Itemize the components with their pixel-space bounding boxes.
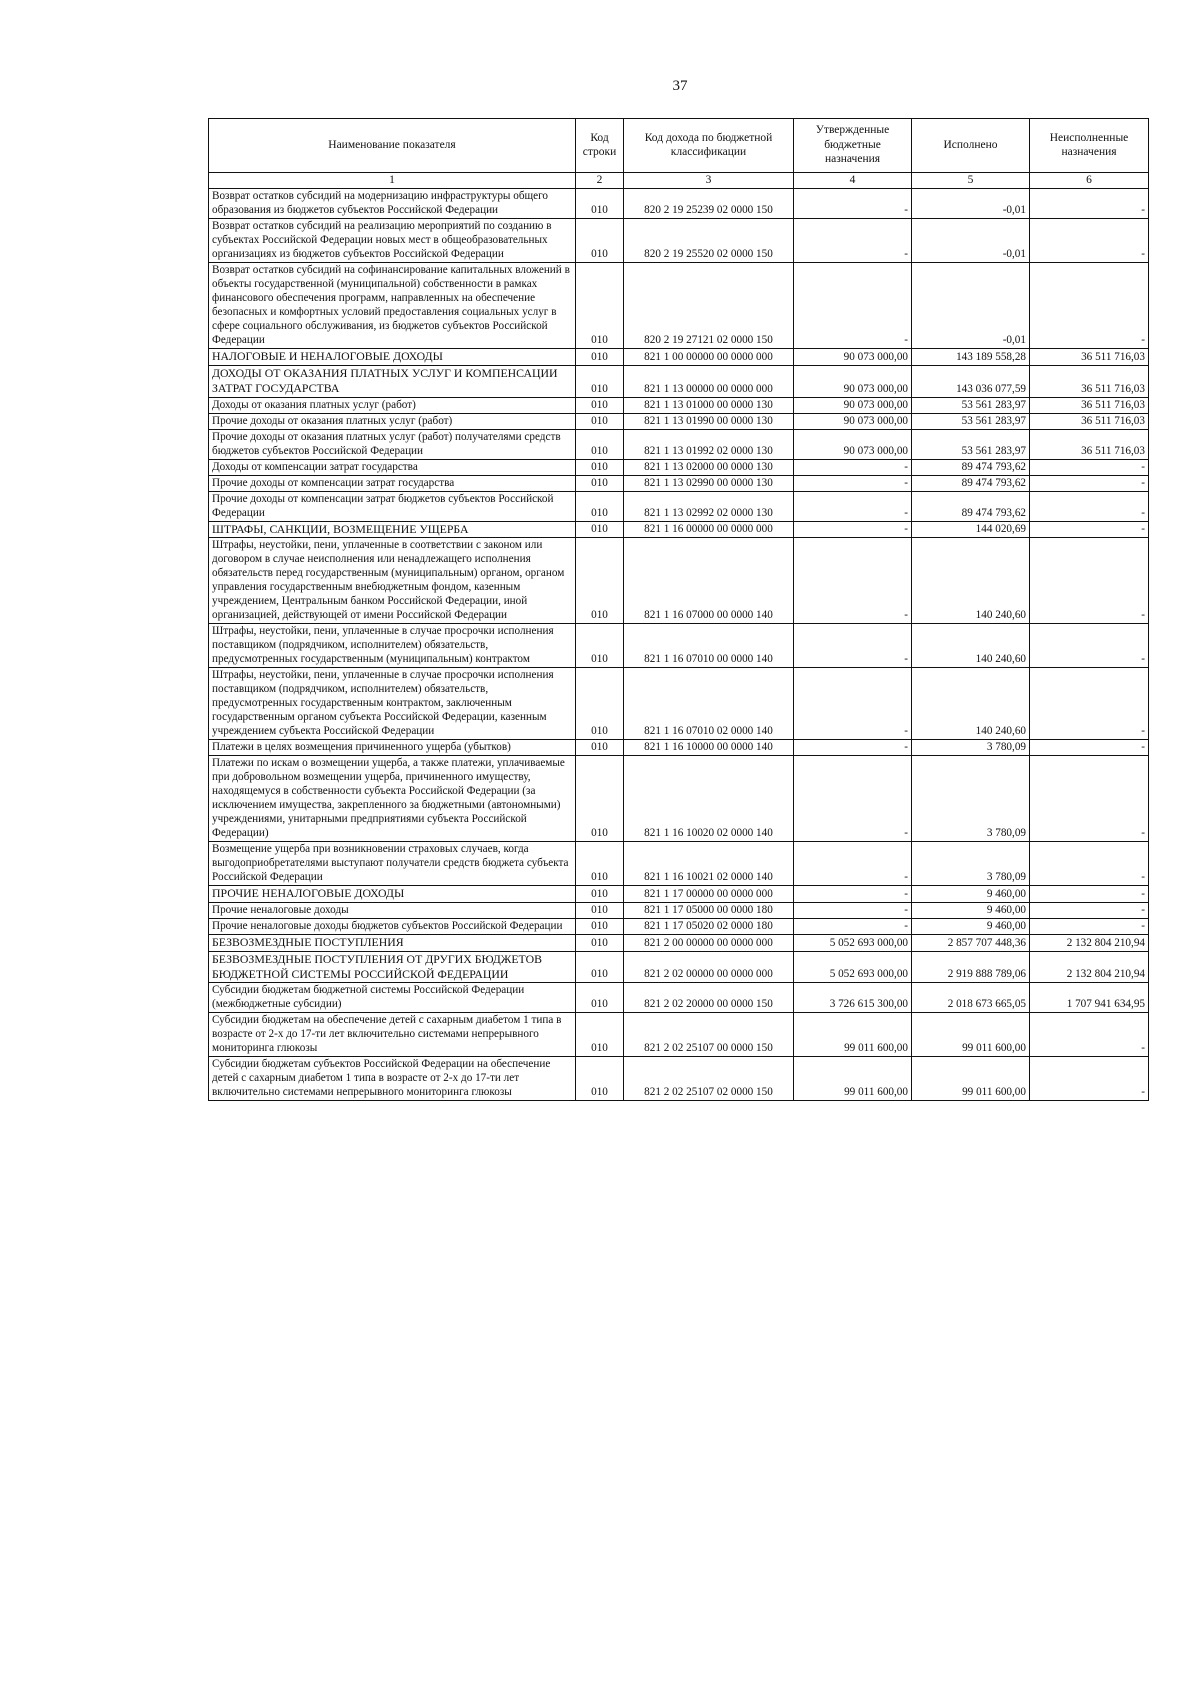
row-line-code: 010 [576, 1013, 624, 1057]
row-approved: 99 011 600,00 [794, 1013, 912, 1057]
row-unexecuted: - [1030, 624, 1149, 668]
row-executed: 2 018 673 665,05 [912, 983, 1030, 1013]
row-executed: 144 020,69 [912, 521, 1030, 538]
row-unexecuted: - [1030, 189, 1149, 219]
row-unexecuted: - [1030, 668, 1149, 740]
table-row [209, 538, 1149, 624]
row-unexecuted: - [1030, 491, 1149, 521]
row-line-code: 010 [576, 903, 624, 919]
row-executed: 2 857 707 448,36 [912, 935, 1030, 952]
row-executed: 89 474 793,62 [912, 475, 1030, 491]
row-unexecuted: - [1030, 263, 1149, 349]
row-name: БЕЗВОЗМЕЗДНЫЕ ПОСТУПЛЕНИЯ [209, 935, 576, 952]
header-name: Наименование показателя [209, 119, 576, 173]
column-number: 1 [209, 173, 576, 189]
row-name: Субсидии бюджетам на обеспечение детей с сахарным диабетом 1 типа в возрасте от 2-х до 17-ти лет включительно системами непрерывного мониторинга глюкозы [209, 1013, 576, 1057]
row-executed: 53 561 283,97 [912, 429, 1030, 459]
row-name: Прочие доходы от оказания платных услуг (работ) получателями средств бюджетов субъектов Российской Федерации [209, 429, 576, 459]
row-executed: -0,01 [912, 219, 1030, 263]
row-approved: - [794, 263, 912, 349]
row-name: Прочие доходы от компенсации затрат государства [209, 475, 576, 491]
row-executed: 3 780,09 [912, 756, 1030, 842]
row-executed: 89 474 793,62 [912, 459, 1030, 475]
row-line-code: 010 [576, 459, 624, 475]
row-line-code: 010 [576, 983, 624, 1013]
row-name: ДОХОДЫ ОТ ОКАЗАНИЯ ПЛАТНЫХ УСЛУГ И КОМПЕНСАЦИИ ЗАТРАТ ГОСУДАРСТВА [209, 366, 576, 397]
row-name: Субсидии бюджетам бюджетной системы Российской Федерации (межбюджетные субсидии) [209, 983, 576, 1013]
row-line-code: 010 [576, 521, 624, 538]
row-approved: - [794, 624, 912, 668]
table-row [209, 919, 1149, 935]
row-unexecuted: - [1030, 886, 1149, 903]
row-income-code: 821 2 02 00000 00 0000 000 [624, 951, 794, 982]
header-income-code: Код дохода по бюджетной классификации [624, 119, 794, 173]
row-approved: - [794, 189, 912, 219]
row-unexecuted: - [1030, 903, 1149, 919]
row-line-code: 010 [576, 624, 624, 668]
row-unexecuted: 2 132 804 210,94 [1030, 935, 1149, 952]
table-row [209, 491, 1149, 521]
page-number: 37 [672, 78, 688, 94]
row-name: Прочие неналоговые доходы бюджетов субъектов Российской Федерации [209, 919, 576, 935]
row-income-code: 820 2 19 27121 02 0000 150 [624, 263, 794, 349]
column-number: 4 [794, 173, 912, 189]
row-executed: 140 240,60 [912, 624, 1030, 668]
row-unexecuted: - [1030, 756, 1149, 842]
table-row [209, 397, 1149, 413]
row-line-code: 010 [576, 919, 624, 935]
row-approved: - [794, 475, 912, 491]
table-row [209, 624, 1149, 668]
row-income-code: 821 1 16 00000 00 0000 000 [624, 521, 794, 538]
row-income-code: 821 2 00 00000 00 0000 000 [624, 935, 794, 952]
row-line-code: 010 [576, 951, 624, 982]
table-row [209, 366, 1149, 397]
table-row [209, 935, 1149, 952]
row-income-code: 821 1 17 00000 00 0000 000 [624, 886, 794, 903]
row-name: Платежи по искам о возмещении ущерба, а также платежи, уплачиваемые при добровольном возмещении ущерба, причиненного имуществу, находящемуся в собственности субъекта Российской Федерации (за исключением имущества, закрепленного за бюджетными (автономными) учреждениями, унитарными предприятиями субъекта Российской Федерации) [209, 756, 576, 842]
row-name: ШТРАФЫ, САНКЦИИ, ВОЗМЕЩЕНИЕ УЩЕРБА [209, 521, 576, 538]
row-line-code: 010 [576, 413, 624, 429]
row-executed: 140 240,60 [912, 668, 1030, 740]
row-executed: 89 474 793,62 [912, 491, 1030, 521]
table-row [209, 459, 1149, 475]
row-unexecuted: 1 707 941 634,95 [1030, 983, 1149, 1013]
column-number: 2 [576, 173, 624, 189]
row-unexecuted: 36 511 716,03 [1030, 429, 1149, 459]
row-executed: 9 460,00 [912, 903, 1030, 919]
table-row [209, 413, 1149, 429]
row-unexecuted: 2 132 804 210,94 [1030, 951, 1149, 982]
row-income-code: 821 2 02 20000 00 0000 150 [624, 983, 794, 1013]
row-name: Возврат остатков субсидий на реализацию мероприятий по созданию в субъектах Российской Федерации новых мест в общеобразовательных организациях из бюджетов субъектов Российской Федерации [209, 219, 576, 263]
row-executed: 3 780,09 [912, 842, 1030, 886]
row-line-code: 010 [576, 349, 624, 366]
row-income-code: 821 1 16 07000 00 0000 140 [624, 538, 794, 624]
row-line-code: 010 [576, 1057, 624, 1101]
row-executed: 140 240,60 [912, 538, 1030, 624]
table-row [209, 1013, 1149, 1057]
row-name: Платежи в целях возмещения причиненного ущерба (убытков) [209, 740, 576, 756]
row-unexecuted: - [1030, 475, 1149, 491]
table-row [209, 842, 1149, 886]
row-unexecuted: - [1030, 459, 1149, 475]
row-unexecuted: - [1030, 538, 1149, 624]
row-name: Возврат остатков субсидий на модернизацию инфраструктуры общего образования из бюджетов субъектов Российской Федерации [209, 189, 576, 219]
row-income-code: 821 1 13 01992 02 0000 130 [624, 429, 794, 459]
column-number: 6 [1030, 173, 1149, 189]
row-name: Возмещение ущерба при возникновении страховых случаев, когда выгодоприобретателями выступают получатели средств бюджета субъекта Российской Федерации [209, 842, 576, 886]
table-row [209, 886, 1149, 903]
row-unexecuted: - [1030, 842, 1149, 886]
row-executed: 143 036 077,59 [912, 366, 1030, 397]
row-income-code: 821 1 17 05000 00 0000 180 [624, 903, 794, 919]
row-line-code: 010 [576, 538, 624, 624]
row-executed: 143 189 558,28 [912, 349, 1030, 366]
header-line-code: Код строки [576, 119, 624, 173]
row-line-code: 010 [576, 886, 624, 903]
row-approved: - [794, 886, 912, 903]
table-row [209, 951, 1149, 982]
row-approved: - [794, 740, 912, 756]
row-line-code: 010 [576, 429, 624, 459]
row-line-code: 010 [576, 935, 624, 952]
row-executed: 53 561 283,97 [912, 397, 1030, 413]
row-approved: 90 073 000,00 [794, 397, 912, 413]
row-executed: 3 780,09 [912, 740, 1030, 756]
row-line-code: 010 [576, 263, 624, 349]
row-executed: 99 011 600,00 [912, 1013, 1030, 1057]
row-approved: - [794, 538, 912, 624]
row-income-code: 821 1 16 10020 02 0000 140 [624, 756, 794, 842]
row-income-code: 821 1 13 00000 00 0000 000 [624, 366, 794, 397]
row-line-code: 010 [576, 475, 624, 491]
row-unexecuted: - [1030, 919, 1149, 935]
row-approved: - [794, 842, 912, 886]
row-income-code: 821 1 00 00000 00 0000 000 [624, 349, 794, 366]
header-unexecuted: Неисполненные назначения [1030, 119, 1149, 173]
row-name: Доходы от оказания платных услуг (работ) [209, 397, 576, 413]
row-line-code: 010 [576, 189, 624, 219]
row-line-code: 010 [576, 756, 624, 842]
row-unexecuted: - [1030, 740, 1149, 756]
row-executed: -0,01 [912, 263, 1030, 349]
row-income-code: 821 1 13 02000 00 0000 130 [624, 459, 794, 475]
row-unexecuted: - [1030, 1057, 1149, 1101]
row-name: Штрафы, неустойки, пени, уплаченные в случае просрочки исполнения поставщиком (подрядчиком, исполнителем) обязательств, предусмотренных государственным (муниципальным) контрактом [209, 624, 576, 668]
row-name: БЕЗВОЗМЕЗДНЫЕ ПОСТУПЛЕНИЯ ОТ ДРУГИХ БЮДЖЕТОВ БЮДЖЕТНОЙ СИСТЕМЫ РОССИЙСКОЙ ФЕДЕРАЦИИ [209, 951, 576, 982]
row-income-code: 820 2 19 25520 02 0000 150 [624, 219, 794, 263]
table-row [209, 429, 1149, 459]
row-income-code: 821 1 17 05020 02 0000 180 [624, 919, 794, 935]
row-income-code: 820 2 19 25239 02 0000 150 [624, 189, 794, 219]
header-executed: Исполнено [912, 119, 1030, 173]
row-unexecuted: 36 511 716,03 [1030, 413, 1149, 429]
row-executed: 2 919 888 789,06 [912, 951, 1030, 982]
row-name: НАЛОГОВЫЕ И НЕНАЛОГОВЫЕ ДОХОДЫ [209, 349, 576, 366]
table-row [209, 903, 1149, 919]
row-income-code: 821 1 13 01990 00 0000 130 [624, 413, 794, 429]
row-unexecuted: 36 511 716,03 [1030, 366, 1149, 397]
row-approved: 90 073 000,00 [794, 349, 912, 366]
row-unexecuted: - [1030, 219, 1149, 263]
row-income-code: 821 1 13 02990 00 0000 130 [624, 475, 794, 491]
row-name: Субсидии бюджетам субъектов Российской Федерации на обеспечение детей с сахарным диабетом 1 типа в возрасте от 2-х до 17-ти лет включительно системами непрерывного мониторинга глюкозы [209, 1057, 576, 1101]
row-line-code: 010 [576, 740, 624, 756]
table-row [209, 349, 1149, 366]
column-number: 5 [912, 173, 1030, 189]
row-name: Прочие доходы от оказания платных услуг (работ) [209, 413, 576, 429]
row-approved: 99 011 600,00 [794, 1057, 912, 1101]
row-income-code: 821 1 16 07010 02 0000 140 [624, 668, 794, 740]
row-line-code: 010 [576, 219, 624, 263]
row-approved: - [794, 459, 912, 475]
table-header-row [209, 119, 1149, 173]
column-number-row [209, 173, 1149, 189]
table-row [209, 521, 1149, 538]
row-income-code: 821 1 13 02992 02 0000 130 [624, 491, 794, 521]
row-executed: 9 460,00 [912, 886, 1030, 903]
row-name: Прочие неналоговые доходы [209, 903, 576, 919]
row-approved: 5 052 693 000,00 [794, 935, 912, 952]
table-row [209, 740, 1149, 756]
row-line-code: 010 [576, 397, 624, 413]
row-approved: 90 073 000,00 [794, 429, 912, 459]
row-approved: - [794, 756, 912, 842]
header-approved: Утвержденные бюджетные назначения [794, 119, 912, 173]
row-line-code: 010 [576, 842, 624, 886]
row-executed: 99 011 600,00 [912, 1057, 1030, 1101]
row-approved: - [794, 903, 912, 919]
row-approved: - [794, 668, 912, 740]
table-row [209, 475, 1149, 491]
table-row [209, 756, 1149, 842]
row-income-code: 821 1 16 07010 00 0000 140 [624, 624, 794, 668]
row-name: Штрафы, неустойки, пени, уплаченные в случае просрочки исполнения поставщиком (подрядчиком, исполнителем) обязательств, предусмотренных государственным контрактом, заключенным государственным органом субъекта Российской Федерации, казенным учреждением субъекта Российской Федерации [209, 668, 576, 740]
row-name: ПРОЧИЕ НЕНАЛОГОВЫЕ ДОХОДЫ [209, 886, 576, 903]
row-approved: 3 726 615 300,00 [794, 983, 912, 1013]
column-number: 3 [624, 173, 794, 189]
row-income-code: 821 2 02 25107 00 0000 150 [624, 1013, 794, 1057]
table-row [209, 219, 1149, 263]
row-approved: 90 073 000,00 [794, 413, 912, 429]
row-line-code: 010 [576, 366, 624, 397]
row-line-code: 010 [576, 668, 624, 740]
row-name: Прочие доходы от компенсации затрат бюджетов субъектов Российской Федерации [209, 491, 576, 521]
table-row [209, 263, 1149, 349]
table-row [209, 668, 1149, 740]
row-name: Штрафы, неустойки, пени, уплаченные в соответствии с законом или договором в случае неисполнения или ненадлежащего исполнения обязательств перед государственным (муниципальным) органом, органом управления государственным внебюджетным фондом, казенным учреждением, Центральным банком Российской Федерации, иной организацией, действующей от имени Российской Федерации [209, 538, 576, 624]
table-row [209, 983, 1149, 1013]
row-approved: 90 073 000,00 [794, 366, 912, 397]
row-income-code: 821 1 13 01000 00 0000 130 [624, 397, 794, 413]
row-unexecuted: 36 511 716,03 [1030, 397, 1149, 413]
row-approved: 5 052 693 000,00 [794, 951, 912, 982]
row-name: Доходы от компенсации затрат государства [209, 459, 576, 475]
row-unexecuted: - [1030, 521, 1149, 538]
row-approved: - [794, 491, 912, 521]
table-row [209, 1057, 1149, 1101]
row-name: Возврат остатков субсидий на софинансирование капитальных вложений в объекты государственной (муниципальной) собственности в рамках финансового обеспечения программ, направленных на обеспечение безопасных и комфортных условий предоставления социальных услуг в сфере социального обслуживания, из бюджетов субъектов Российской Федерации [209, 263, 576, 349]
row-income-code: 821 2 02 25107 02 0000 150 [624, 1057, 794, 1101]
row-approved: - [794, 919, 912, 935]
row-approved: - [794, 219, 912, 263]
row-income-code: 821 1 16 10021 02 0000 140 [624, 842, 794, 886]
row-income-code: 821 1 16 10000 00 0000 140 [624, 740, 794, 756]
budget-income-table [208, 118, 1149, 1101]
row-executed: -0,01 [912, 189, 1030, 219]
row-unexecuted: - [1030, 1013, 1149, 1057]
row-unexecuted: 36 511 716,03 [1030, 349, 1149, 366]
row-line-code: 010 [576, 491, 624, 521]
row-executed: 53 561 283,97 [912, 413, 1030, 429]
row-approved: - [794, 521, 912, 538]
row-executed: 9 460,00 [912, 919, 1030, 935]
table-row [209, 189, 1149, 219]
